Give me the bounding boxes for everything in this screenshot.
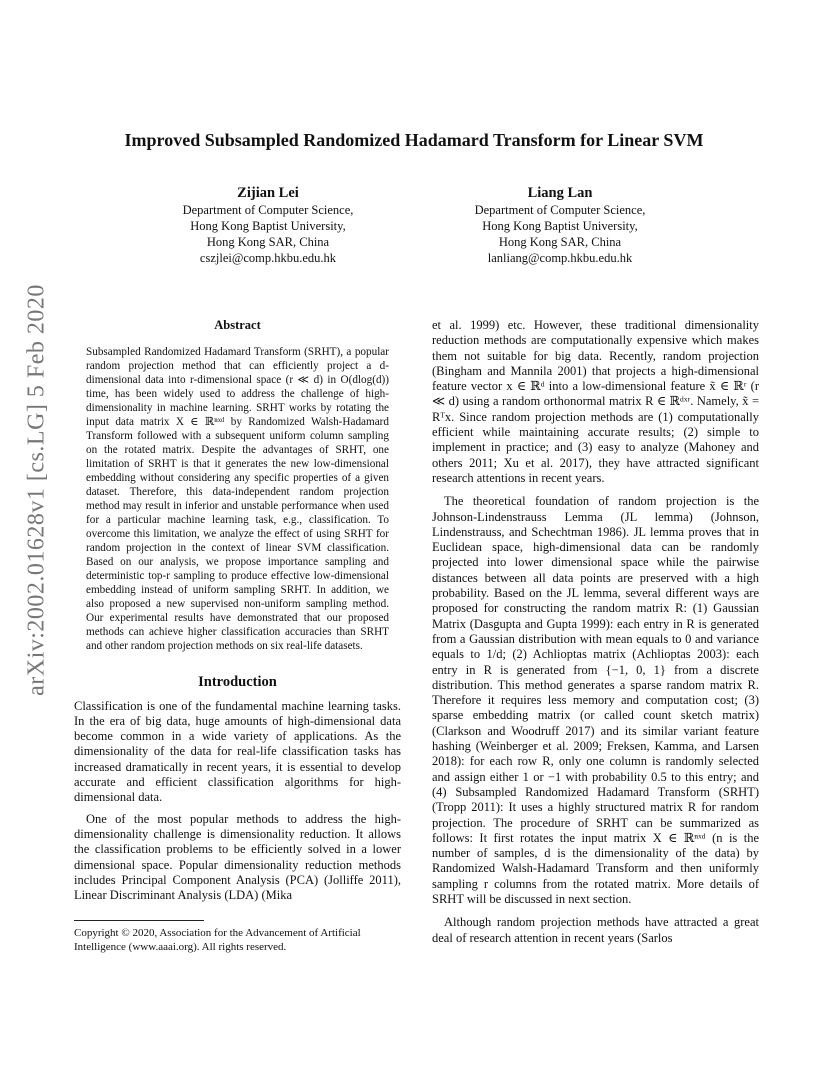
- author-university: Hong Kong Baptist University,: [190, 219, 346, 233]
- abstract-text: Subsampled Randomized Hadamard Transform (SRHT), a popular random projection method that can efficiently project a d-dimensional data into r-dimensional space (r ≪ d) in O(dlog(d)) time, has been widely used to address the challenge of high-dimensionality in machine learning. SRHT works by rotating the input data matrix X ∈ ℝⁿˣᵈ by Randomized Walsh-Hadamard Transform followed with a subsequent uniform column sampling on the rotated matrix. Despite the advantages of SRHT, one limitation of SRHT is that it generates the new low-dimensional embedding without considering any specific properties of a given dataset. Therefore, this data-independent random projection method may result in inferior and unstable performance when used for a particular machine learning task, e.g., classification. To overcome this limitation, we analyze the effect of using SRHT for random projection in the context of linear SVM classification. Based on our analysis, we propose importance sampling and deterministic top-r sampling to produce effective low-dimensional embedding instead of uniform sampling SRHT. In addition, we also proposed a new supervised non-uniform sampling method. Our experimental results have demonstrated that our proposed methods can achieve higher classification accuracies than SRHT and other random projection methods on six real-life datasets.: [86, 346, 389, 653]
- arxiv-sidebar: [22, 284, 52, 696]
- abstract-heading: Abstract: [214, 318, 261, 332]
- arxiv-identifier: arXiv:2002.01628v1 [cs.LG] 5 Feb 2020: [23, 284, 50, 696]
- author-email: lanliang@comp.hkbu.edu.hk: [487, 251, 633, 265]
- right-column: [432, 318, 759, 946]
- right-paragraph-1: et al. 1999) etc. However, these traditional dimensionality reduction methods are computationally expensive which makes them not suitable for big data. Recently, random projection (Bingham and Mannila 2001) that projects a high-dimensional feature vector x ∈ ℝᵈ into a low-dimensional feature x̃ ∈ ℝʳ (r ≪ d) using a random orthonormal matrix R ∈ ℝᵈˣʳ. Namely, x̃ = Rᵀx. Since random projection methods are (1) computationally efficient while maintaining accurate results; (2) simple to implement in practice; and (3) easy to analyze (Mahoney and others 2011; Xu et al. 2017), they have attracted significant research attentions in recent years.: [432, 318, 759, 485]
- author-location: Hong Kong SAR, China: [206, 235, 330, 249]
- right-paragraph-3: Although random projection methods have attracted a great deal of research attention in recent years (Sarlos: [432, 915, 759, 945]
- intro-paragraph-1: Classification is one of the fundamental machine learning tasks. In the era of big data, huge amounts of high-dimensional data become common in a wide variety of applications. As the dimensionality of the data for real-life classification tasks has increased dramatically in recent years, it is essential to develop accurate and efficient classification algorithms for high-dimensional data.: [74, 698, 401, 805]
- author-university: Hong Kong Baptist University,: [482, 219, 638, 233]
- author-department: Department of Computer Science,: [474, 203, 646, 217]
- author-name: Zijian Lei: [237, 185, 299, 201]
- author-block-2: [440, 184, 680, 266]
- author-location: Hong Kong SAR, China: [498, 235, 622, 249]
- left-column: [74, 318, 401, 903]
- author-email: cszjlei@comp.hkbu.edu.hk: [199, 251, 337, 265]
- right-paragraph-2: The theoretical foundation of random projection is the Johnson-Lindenstrauss Lemma (JL lemma) (Johnson, Lindenstrauss, and Schechtman 1986). JL lemma proves that in Euclidean space, high-dimensional data can be randomly projected into lower dimensional space while the pairwise distances between all data points are preserved with a high probability. Based on the JL lemma, several different ways are proposed for constructing the random matrix R: (1) Gaussian Matrix (Dasgupta and Gupta 1999): each entry in R is generated from a Gaussian distribution with mean equals to 0 and variance equals to 1/d; (2) Achlioptas matrix (Achlioptas 2003): each entry in R is generated from {−1, 0, 1} from a discrete distribution. This method generates a sparse random matrix R. Therefore it requires less memory and computation cost; (3) sparse embedding matrix (or called count sketch matrix) (Clarkson and Woodruff 2017) and its similar variant feature hashing (Weinberger et al. 2009; Freksen, Kamma, and Larsen 2018): for each row R, only one column is randomly selected and assign either 1 or −1 with probability 0.5 to this entry; and (4) Subsampled Randomized Hadamard Transform (SRHT) (Tropp 2011): It uses a highly structured matrix R for random projection. The procedure of SRHT can be summarized as follows: It first rotates the input matrix X ∈ ℝⁿˣᵈ (n is the number of samples, d is the dimensionality of the data) by Randomized Walsh-Hadamard Transform and then uniformly sampling r columns from the rotated matrix. More details of SRHT will be discussed in next section.: [432, 494, 759, 906]
- introduction-heading: Introduction: [198, 674, 277, 691]
- footnote-divider: [74, 920, 204, 921]
- paper-title: Improved Subsampled Randomized Hadamard Transform for Linear SVM: [124, 130, 704, 150]
- author-block-1: [148, 184, 388, 266]
- author-department: Department of Computer Science,: [182, 203, 354, 217]
- author-name: Liang Lan: [527, 185, 593, 201]
- intro-paragraph-2: One of the most popular methods to address the high-dimensionality challenge is dimensionality reduction. It allows the classification problems to be efficiently solved in a lower dimensional space. Popular dimensionality reduction methods includes Principal Component Analysis (PCA) (Jolliffe 2011), Linear Discriminant Analysis (LDA) (Mika: [74, 811, 401, 903]
- copyright-notice: Copyright © 2020, Association for the Advancement of Artificial Intelligence (www.aaai.org). All rights reserved.: [74, 927, 361, 953]
